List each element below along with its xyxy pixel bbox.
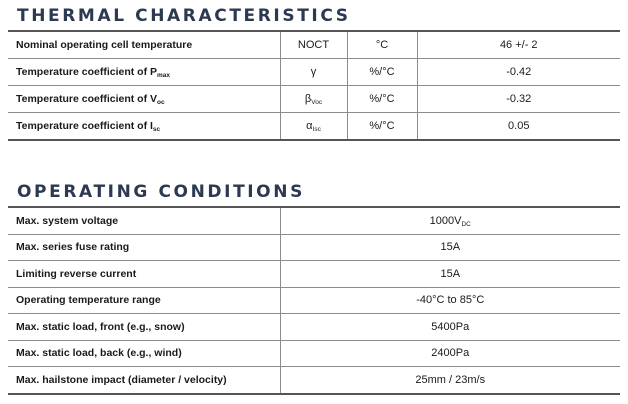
value-cell: -0.32 [417, 86, 620, 113]
unit-cell: %/°C [347, 59, 417, 86]
operating-section-title: OPERATING CONDITIONS [17, 182, 305, 202]
value-cell: 15A [280, 234, 620, 261]
symbol-cell: γ [280, 59, 347, 86]
table-row [8, 367, 620, 394]
table-row [8, 113, 620, 141]
thermal-section-title: THERMAL CHARACTERISTICS [17, 6, 351, 26]
table-row [8, 234, 620, 261]
value-cell: -40°C to 85°C [280, 287, 620, 314]
param-label: Temperature coefficient of $P_{max}$ [8, 59, 280, 86]
param-label: Temperature coefficient of $I_{sc}$ [8, 113, 280, 141]
param-label: Max. static load, front (e.g., snow) [8, 314, 280, 341]
table-row [8, 314, 620, 341]
value-cell: $1000V_{DC}$ [280, 207, 620, 234]
value-cell: 46 +/- 2 [417, 31, 620, 59]
unit-cell: °C [347, 31, 417, 59]
operating-conditions-table [8, 206, 620, 395]
value-cell: 0.05 [417, 113, 620, 141]
table-row [8, 261, 620, 288]
param-label: Limiting reverse current [8, 261, 280, 288]
value-cell: 15A [280, 261, 620, 288]
symbol-cell: NOCT [280, 31, 347, 59]
table-row [8, 31, 620, 59]
table-row [8, 287, 620, 314]
value-cell: -0.42 [417, 59, 620, 86]
table-row [8, 207, 620, 234]
value-cell: 25mm / 23m/s [280, 367, 620, 394]
param-label: Max. static load, back (e.g., wind) [8, 340, 280, 367]
symbol-cell: $\alpha_{Isc}$ [280, 113, 347, 141]
table-row [8, 340, 620, 367]
param-label: Max. hailstone impact (diameter / velocity) [8, 367, 280, 394]
param-label: Max. series fuse rating [8, 234, 280, 261]
unit-cell: %/°C [347, 113, 417, 141]
value-cell: 2400Pa [280, 340, 620, 367]
param-label: Nominal operating cell temperature [8, 31, 280, 59]
table-row [8, 86, 620, 113]
symbol-cell: $\beta_{Voc}$ [280, 86, 347, 113]
value-cell: 5400Pa [280, 314, 620, 341]
table-row [8, 59, 620, 86]
unit-cell: %/°C [347, 86, 417, 113]
param-label: Temperature coefficient of $V_{oc}$ [8, 86, 280, 113]
thermal-characteristics-table [8, 30, 620, 141]
param-label: Max. system voltage [8, 207, 280, 234]
param-label: Operating temperature range [8, 287, 280, 314]
